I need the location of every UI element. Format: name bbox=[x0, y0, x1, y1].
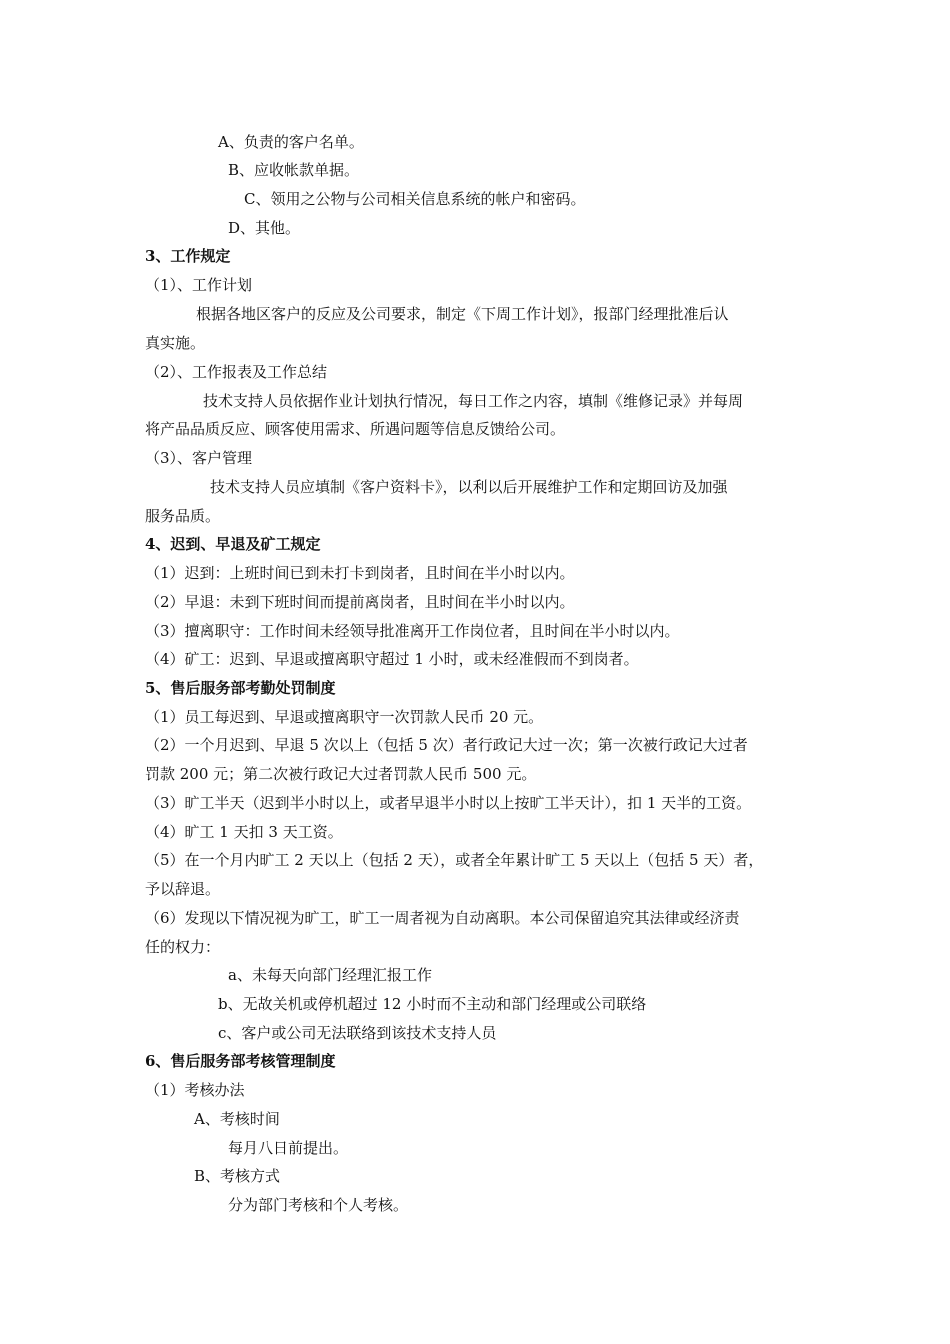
subsection-heading: （1）、工作计划 bbox=[145, 276, 253, 294]
list-item: A、考核时间 bbox=[194, 1110, 280, 1128]
list-item: （4）矿工：迟到、早退或擅离职守超过 1 小时，或未经准假而不到岗者。 bbox=[145, 650, 639, 668]
list-item: （2）一个月迟到、早退 5 次以上（包括 5 次）者行政记大过一次；第一次被行政记大过者 bbox=[145, 736, 748, 754]
list-item: （1）迟到：上班时间已到未打卡到岗者，且时间在半小时以内。 bbox=[145, 564, 575, 582]
list-item: （2）早退：未到下班时间而提前离岗者，且时间在半小时以内。 bbox=[145, 593, 575, 611]
section-heading: 5、售后服务部考勤处罚制度 bbox=[145, 679, 336, 697]
list-item: a、未每天向部门经理汇报工作 bbox=[228, 966, 432, 984]
paragraph-line: 服务品质。 bbox=[145, 507, 221, 525]
list-item: （1）员工每迟到、早退或擅离职守一次罚款人民币 20 元。 bbox=[145, 708, 544, 726]
paragraph-line: 每月八日前提出。 bbox=[228, 1139, 349, 1157]
list-item: B、应收帐款单据。 bbox=[228, 161, 360, 179]
paragraph-line: 将产品品质反应、顾客使用需求、所遇问题等信息反馈给公司。 bbox=[145, 420, 566, 438]
paragraph-line: 技术支持人员依据作业计划执行情况，每日工作之内容，填制《维修记录》并每周 bbox=[203, 392, 744, 410]
list-item: （3）擅离职守：工作时间未经领导批准离开工作岗位者，且时间在半小时以内。 bbox=[145, 622, 680, 640]
section-heading: 4、迟到、早退及矿工规定 bbox=[145, 535, 321, 553]
subsection-heading: （2）、工作报表及工作总结 bbox=[145, 363, 328, 381]
list-item: （5）在一个月内旷工 2 天以上（包括 2 天），或者全年累计旷工 5 天以上（包括 5 天）者， bbox=[145, 851, 764, 869]
paragraph-line: 任的权力： bbox=[145, 938, 221, 956]
section-heading: 3、工作规定 bbox=[145, 247, 231, 265]
list-item: c、客户或公司无法联络到该技术支持人员 bbox=[218, 1024, 497, 1042]
list-item: C、领用之公物与公司相关信息系统的帐户和密码。 bbox=[244, 190, 586, 208]
section-heading: 6、售后服务部考核管理制度 bbox=[145, 1052, 336, 1070]
list-item: （6）发现以下情况视为旷工，旷工一周者视为自动离职。本公司保留追究其法律或经济责 bbox=[145, 909, 740, 927]
subsection-heading: （3）、客户管理 bbox=[145, 449, 253, 467]
list-item: A、负责的客户名单。 bbox=[218, 133, 364, 151]
list-item: （3）旷工半天（迟到半小时以上，或者早退半小时以上按旷工半天计），扣 1 天半的工资。 bbox=[145, 794, 752, 812]
list-item: b、无故关机或停机超过 12 小时而不主动和部门经理或公司联络 bbox=[218, 995, 647, 1013]
paragraph-line: 真实施。 bbox=[145, 334, 206, 352]
list-item: D、其他。 bbox=[228, 219, 301, 237]
paragraph-line: 分为部门考核和个人考核。 bbox=[228, 1196, 409, 1214]
paragraph-line: 根据各地区客户的反应及公司要求，制定《下周工作计划》，报部门经理批准后认 bbox=[196, 305, 729, 323]
paragraph-line: 予以辞退。 bbox=[145, 880, 221, 898]
subsection-heading: （1）考核办法 bbox=[145, 1081, 245, 1099]
list-item: （4）旷工 1 天扣 3 天工资。 bbox=[145, 823, 343, 841]
list-item: B、考核方式 bbox=[194, 1167, 281, 1185]
paragraph-line: 技术支持人员应填制《客户资料卡》，以利以后开展维护工作和定期回访及加强 bbox=[210, 478, 728, 496]
paragraph-line: 罚款 200 元；第二次被行政记大过者罚款人民币 500 元。 bbox=[145, 765, 537, 783]
